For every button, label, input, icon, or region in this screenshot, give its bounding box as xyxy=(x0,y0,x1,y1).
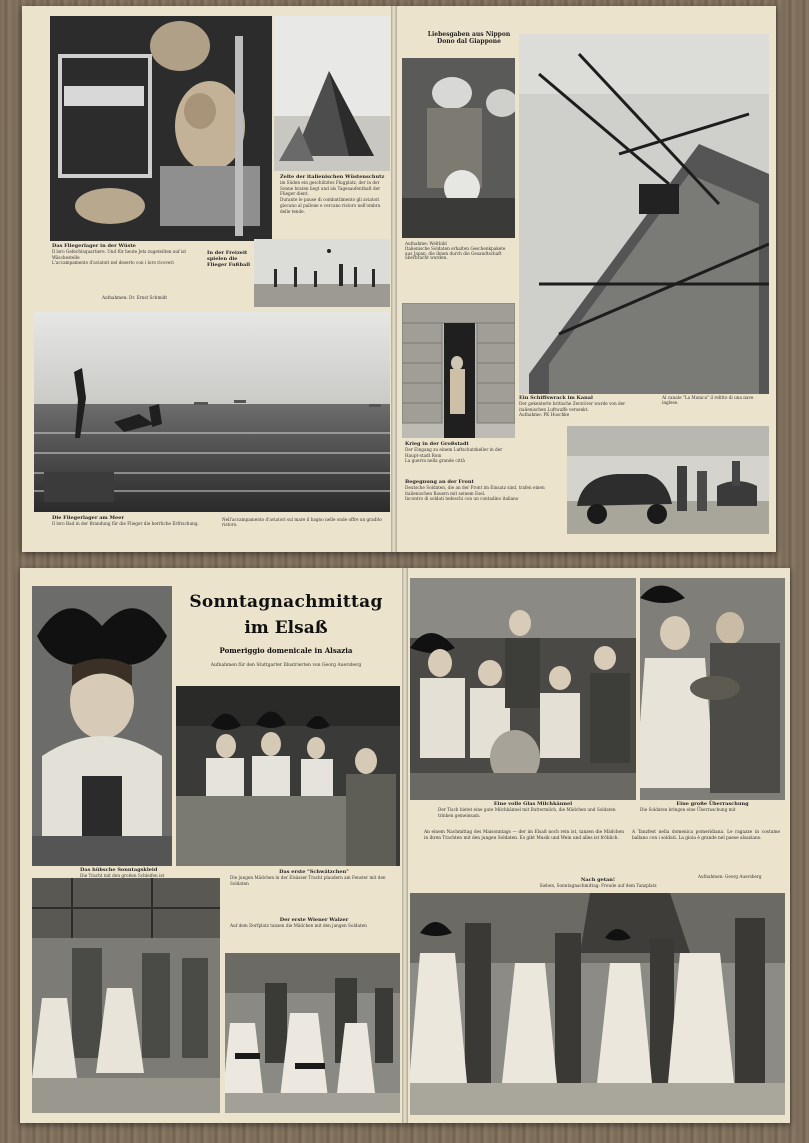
photo-football xyxy=(254,239,390,307)
heading-gifts-it: Dono dal Giappone xyxy=(437,37,501,45)
caption-car-text: Deutsche Soldaten, die an der Front im Einsatz sind, trafen einen italienischen Bauern mit seinem Esel. xyxy=(405,484,545,496)
photo-dance-square xyxy=(410,893,785,1115)
caption-basket-title: Eine große Überraschung xyxy=(676,801,749,807)
caption-sandbag xyxy=(405,442,513,465)
caption-tent-text: im Süden ein geschütztes Flugplatz, der in der Sonne braten liegt und als Tagesaufenthalt der Flieger dient. xyxy=(280,179,381,197)
caption-sandbag-text: Der Eingang zu einem Luftschutzkeller in der Haupt-stadt Rom xyxy=(405,446,503,458)
photo-soldiers-dance-left xyxy=(32,878,220,1113)
caption-football-text: In der Freizeit spielen die Flieger Fußball xyxy=(207,250,251,268)
caption-bunk xyxy=(52,244,212,267)
caption-bunk-italian: L'accampamento d'aviatori nel deserto con i loro ricoveri xyxy=(52,260,174,266)
credit-left: Aufnahmen: Dr. Ernst Schmidt xyxy=(102,295,168,300)
caption-drink xyxy=(438,802,628,819)
heading-gifts xyxy=(419,32,519,46)
caption-girl-text: Die Tracht mit den großen Schleifen ist xyxy=(80,872,165,878)
bottom-right-page xyxy=(408,568,790,1123)
caption-gifts xyxy=(405,242,513,261)
feature-title xyxy=(175,592,397,668)
heading-gifts-de: Liebesgaben aus Nippon xyxy=(427,31,511,38)
photo-ship-wreck xyxy=(519,34,769,394)
feature-title-line2: im Elsaß xyxy=(244,618,328,638)
caption-sea-left xyxy=(52,516,217,528)
caption-waltz-title: Der erste Wiener Walzer xyxy=(279,917,349,923)
caption-tent-title: Zelte der italienischen Wüstenschutz xyxy=(280,174,385,180)
caption-basket xyxy=(640,802,785,814)
caption-sandbag-italian: La guerra nella grande città xyxy=(405,458,465,464)
caption-ship-italian: Al canale "La Manica" il relitto di una nave inglese. xyxy=(662,395,754,405)
feature-byline: Aufnahmen für den Stuttgarter Illustrierten von Georg Auersberg xyxy=(210,663,362,668)
caption-gifts-text: Italienische Soldaten erhalten Geschenkpakete aus Japan, die ihnen durch die Gesandtschaft überbracht wurden. xyxy=(405,245,506,261)
caption-window-title: Das erste "Schwätzchen" xyxy=(279,869,349,875)
credit-right: Aufnahmen: Georg Auersberg xyxy=(698,874,762,879)
caption-ship-credit: Aufnahme: PK Huschke xyxy=(519,412,570,418)
body-text-left: An einem Nachmittag des Maisonntags — der im Elsaß noch rein ist, tanzen die Mädchen in ihren Trachten mit den jungen Soldaten. Es gibt Musik und Wein und alles ist fröhlich. xyxy=(424,830,624,841)
caption-sea-italian: Nell'accampamento d'aviatori sul mare il bagno nelle onde offre un gradito ristoro. xyxy=(222,517,382,527)
photo-drinking-group xyxy=(410,578,636,800)
caption-tent xyxy=(280,175,390,215)
photo-window-chat xyxy=(176,686,400,866)
caption-ship-title: Ein Schiffswrack im Kanal xyxy=(519,395,593,401)
caption-sandbag-title: Krieg in der Großstadt xyxy=(405,441,469,447)
caption-sea-title: Die Fliegerlager am Meer xyxy=(52,515,124,521)
caption-dance-title: Nach getan! xyxy=(580,877,616,883)
photo-sandbag-entrance xyxy=(402,303,515,438)
top-spread xyxy=(22,6,776,552)
photo-sea-bathing xyxy=(34,312,390,512)
caption-waltz xyxy=(230,918,398,930)
caption-ship-text: Der gekenterte britische Zerstörer wurde von der italienischen Luftwaffe versenkt. xyxy=(519,400,626,412)
caption-gifts-credit: Aufnahme: Weltbild xyxy=(405,241,447,246)
top-right-page xyxy=(397,6,776,552)
body-text-right: A Tanzfest nella domenica pomeridiana. Le ragazze in costume ballano con i soldati. La gioia è grande nel paese alsaziano. xyxy=(632,830,780,841)
caption-drink-text: Der Tisch bietet eine gute Milchkännel mit Buttermilch, die Mädchen und Soldaten trinken gemeinsam. xyxy=(438,806,616,818)
caption-drink-title: Eine volle Glas Milchkännel xyxy=(493,801,573,807)
caption-tent-italian: Durante le pause di combattimento gli aviatori giocano al pallone e cercano ristoro nell'ombra delle tende. xyxy=(280,197,381,214)
top-left-page xyxy=(22,6,394,552)
photo-gifts-soldiers xyxy=(402,58,515,238)
caption-ship xyxy=(519,396,649,419)
photo-car-donkey xyxy=(567,426,769,534)
caption-waltz-text: Auf dem Dorfplatz tanzen die Mädchen mit den jungen Soldaten xyxy=(230,922,367,928)
caption-football xyxy=(207,251,252,268)
caption-dance xyxy=(468,878,728,890)
caption-basket-text: Die Soldaten bringen eine Überraschung mit xyxy=(640,806,736,812)
caption-car-title: Begegnung an der Front xyxy=(405,479,474,485)
photo-waltz xyxy=(225,953,400,1113)
caption-sea-text: Il loro Bad in der Brandung für die Flieger die herrliche Erfrischung. xyxy=(52,520,199,526)
feature-title-line1: Sonntagnachmittag xyxy=(189,592,383,612)
caption-window-text: Die jungen Mädchen in der Elsässer Tracht plaudern am Fenster mit den Soldaten xyxy=(230,874,386,886)
photo-bunk-soldiers xyxy=(50,16,272,241)
bottom-left-page xyxy=(20,568,405,1123)
bottom-spread xyxy=(20,568,790,1123)
feature-subtitle: Pomeriggio domenicale in Alsazia xyxy=(219,646,353,655)
caption-dance-text: Sieben, Sonntagnachmittag: Freude auf dem Tanzplatz xyxy=(539,882,657,888)
photo-basket-surprise xyxy=(640,578,785,800)
caption-car xyxy=(405,480,565,503)
caption-bunk-text: Il loro Gefechtsquartiere. Und für heute Jets zugeteilten auf ist Wäschestelle xyxy=(52,248,187,260)
caption-girl-title: Das hübsche Sonntagskleid xyxy=(80,867,158,873)
photo-alsace-girl xyxy=(32,586,172,866)
caption-car-italian: Incontro di soldati tedeschi con un contadino italiano xyxy=(405,496,519,502)
photo-desert-tent xyxy=(274,16,390,171)
caption-window xyxy=(230,870,398,887)
caption-bunk-title: Das Fliegerlager in der Wüste xyxy=(52,243,136,249)
